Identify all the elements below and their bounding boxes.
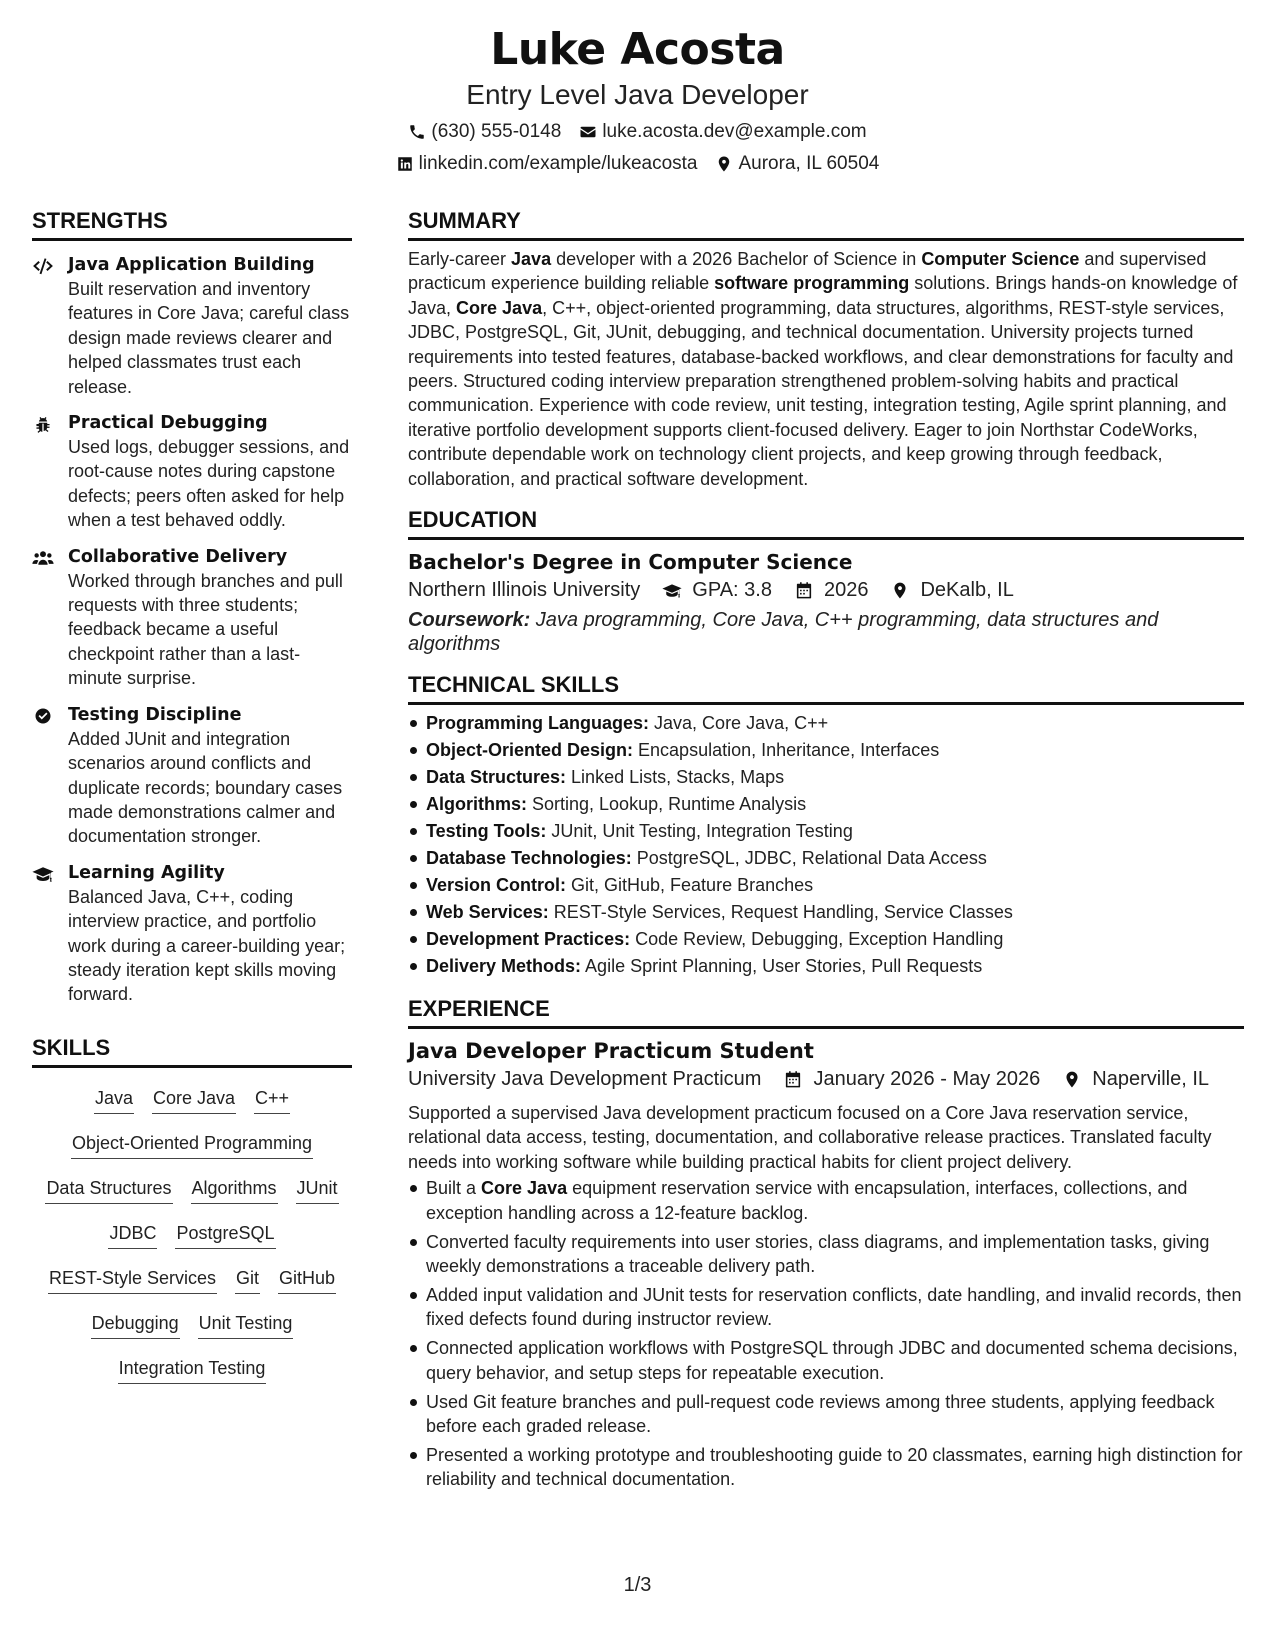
phone-icon <box>408 123 426 141</box>
education-heading: EDUCATION <box>408 505 1244 540</box>
skill-category: Delivery Methods: <box>426 956 582 977</box>
strength-title: Collaborative Delivery <box>68 546 288 567</box>
linkedin-icon <box>396 155 414 173</box>
email-text[interactable]: luke.acosta.dev@example.com <box>602 121 867 142</box>
summary-fragment: , C++, object-oriented programming, data structures, algorithms, REST-style services, JDBC, PostgreSQL, Git, JUnit, debugging, and technical documentation. University projects turned requirements into tested features, database-backed workflows, and clear demonstrations for faculty and peers. Structured coding interview preparation strengthened problem-solving habits and practical communication. Experience with code review, unit testing, integration testing, Agile sprint planning, and iterative portfolio development supports client-focused delivery. Eager to join Northstar CodeWorks, contribute dependable work on technology client projects, and keep growing through feedback, collaboration, and practical software development. <box>408 297 1234 489</box>
strength-title: Testing Discipline <box>68 704 242 725</box>
technical-skill-item <box>408 711 1244 735</box>
technical-skill-item <box>408 846 1244 870</box>
map-marker-icon <box>715 155 733 173</box>
technical-skill-item <box>408 954 1244 978</box>
bullet-text: Added input validation and JUnit tests for reservation conflicts, date handling, and invalid records, then fixed defects found during instructor review. <box>426 1284 1242 1330</box>
summary-text <box>408 247 1244 491</box>
summary-heading: SUMMARY <box>408 206 1244 241</box>
location-contact <box>715 152 879 176</box>
job-title: Java Developer Practicum Student <box>408 1039 814 1064</box>
education-meta <box>408 576 1244 604</box>
job-meta <box>408 1065 1244 1093</box>
strength-description: Worked through branches and pull requests with three students; feedback became a useful checkpoint rather than a last-minute surprise. <box>68 570 343 689</box>
bullet-text: Built a <box>426 1178 482 1199</box>
skill-category: Version Control: <box>426 875 567 896</box>
strength-item <box>32 411 352 533</box>
degree-title: Bachelor's Degree in Computer Science <box>408 550 853 575</box>
bullet-text: Used Git feature branches and pull-request code reviews among three students, applying feedback before each graded release. <box>426 1391 1215 1436</box>
contact-line-1 <box>0 120 1275 144</box>
skill-category: Testing Tools: <box>426 821 547 842</box>
gpa-text: GPA: 3.8 <box>692 579 772 602</box>
skill-category: Web Services: <box>426 902 549 923</box>
skill-category: Database Technologies: <box>426 848 632 869</box>
skill-values: Git, GitHub, Feature Branches <box>566 875 814 896</box>
phone-contact <box>408 120 561 144</box>
job-organization: University Java Development Practicum <box>408 1068 762 1091</box>
summary-keyword: Java <box>511 249 552 269</box>
skill-category: Object-Oriented Design: <box>426 740 634 761</box>
experience-bullet <box>408 1390 1244 1439</box>
skill-values: Encapsulation, Inheritance, Interfaces <box>633 740 940 761</box>
candidate-name: Luke Acosta <box>490 24 785 75</box>
skill-tag: Object-Oriented Programming <box>71 1131 313 1159</box>
envelope-icon <box>579 123 597 141</box>
strength-title: Practical Debugging <box>68 413 268 434</box>
check-circle-icon <box>32 707 54 725</box>
summary-fragment: solutions. Brings hands-on knowledge of Java, <box>408 273 1238 318</box>
experience-bullet <box>408 1176 1244 1225</box>
experience-bullets <box>408 1176 1244 1491</box>
map-marker-icon <box>890 581 910 600</box>
strength-title: Java Application Building <box>68 255 315 275</box>
technical-skill-item <box>408 873 1244 897</box>
graduation-cap-icon <box>32 865 54 883</box>
skill-row <box>32 1356 352 1401</box>
job-dates: January 2026 - May 2026 <box>813 1068 1041 1091</box>
skill-tag: Debugging <box>91 1311 180 1339</box>
skill-row <box>32 1086 352 1131</box>
technical-skill-item <box>408 900 1244 924</box>
skill-tag: Algorithms <box>191 1176 278 1204</box>
skill-category: Development Practices: <box>426 929 631 950</box>
graduation-cap-icon <box>662 581 682 600</box>
skill-row <box>32 1176 352 1221</box>
skill-values: JUnit, Unit Testing, Integration Testing <box>546 821 853 842</box>
bullet-text: equipment reservation service with encapsulation, interfaces, collections, and exception handling across a 12-feature backlog. <box>426 1178 1188 1223</box>
experience-bullet <box>408 1283 1244 1332</box>
school-name: Northern Illinois University <box>408 579 641 602</box>
location-text: Aurora, IL 60504 <box>738 153 880 174</box>
left-column <box>32 206 352 1401</box>
skill-tag: JDBC <box>108 1221 157 1249</box>
skill-values: Agile Sprint Planning, User Stories, Pull Requests <box>581 956 983 977</box>
skill-tag: GitHub <box>278 1266 336 1294</box>
skill-tag: Java <box>94 1086 134 1114</box>
linkedin-contact[interactable] <box>396 152 698 176</box>
skill-values: Code Review, Debugging, Exception Handling <box>630 929 1004 950</box>
technical-skill-item <box>408 927 1244 951</box>
bug-icon <box>32 415 54 433</box>
summary-fragment: Early-career <box>408 249 512 269</box>
skill-values: REST-Style Services, Request Handling, Service Classes <box>548 902 1013 923</box>
school-location: DeKalb, IL <box>920 579 1014 602</box>
technical-skills-heading: TECHNICAL SKILLS <box>408 670 1244 705</box>
technical-skill-item <box>408 819 1244 843</box>
skill-category: Data Structures: <box>426 767 567 788</box>
page-number: 1/3 <box>623 1574 652 1596</box>
summary-fragment: and supervised practicum experience building reliable <box>408 249 1207 294</box>
job-location: Naperville, IL <box>1092 1068 1209 1091</box>
skill-tag: JUnit <box>296 1176 339 1204</box>
calendar-icon <box>794 581 814 600</box>
candidate-title: Entry Level Java Developer <box>466 79 809 110</box>
skill-tag: Data Structures <box>45 1176 172 1204</box>
skills-list <box>32 1086 352 1401</box>
skill-row <box>32 1266 352 1311</box>
strength-description: Used logs, debugger sessions, and root-cause notes during capstone defects; peers often asked for help when a test behaved oddly. <box>68 437 350 531</box>
experience-heading: EXPERIENCE <box>408 994 1244 1029</box>
graduation-year: 2026 <box>823 579 869 602</box>
skill-tag: Unit Testing <box>198 1311 294 1339</box>
experience-bullet <box>408 1336 1244 1385</box>
coursework <box>408 608 1244 656</box>
summary-fragment: developer with a 2026 Bachelor of Science in <box>551 249 922 269</box>
bullet-text: Connected application workflows with PostgreSQL through JDBC and documented schema decisions, query behavior, and setup steps for repeatable execution. <box>426 1338 1238 1383</box>
skill-tag: REST-Style Services <box>48 1266 217 1294</box>
summary-keyword: Core Java <box>456 297 543 318</box>
strength-description: Added JUnit and integration scenarios around conflicts and duplicate records; boundary cases made demonstrations calmer and documentation stronger. <box>68 728 343 847</box>
technical-skill-item <box>408 765 1244 789</box>
experience-bullet <box>408 1230 1244 1279</box>
technical-skill-item <box>408 792 1244 816</box>
skills-heading: SKILLS <box>32 1033 352 1068</box>
skill-values: Linked Lists, Stacks, Maps <box>566 767 785 788</box>
summary-keyword: software programming <box>714 273 910 294</box>
phone-text: (630) 555-0148 <box>431 121 562 142</box>
skill-tag: PostgreSQL <box>175 1221 275 1249</box>
strength-item <box>32 861 352 1007</box>
skill-values: Sorting, Lookup, Runtime Analysis <box>527 794 807 815</box>
summary-keyword: Computer Science <box>921 249 1080 269</box>
linkedin-text[interactable]: linkedin.com/example/lukeacosta <box>418 153 698 174</box>
bullet-text: Converted faculty requirements into user stories, class diagrams, and implementation tasks, giving weekly demonstrations a traceable delivery path. <box>426 1231 1210 1276</box>
contact-line-2 <box>0 152 1275 176</box>
email-contact[interactable] <box>579 120 866 144</box>
code-icon <box>32 257 54 275</box>
strength-item <box>32 545 352 691</box>
skill-tag: Git <box>235 1266 260 1294</box>
resume-header <box>0 22 1275 176</box>
strength-item <box>32 253 352 399</box>
map-marker-icon <box>1062 1070 1082 1089</box>
skill-category: Algorithms: <box>426 794 527 815</box>
bullet-keyword: Core Java <box>481 1178 568 1199</box>
strength-item <box>32 703 352 849</box>
coursework-text: Java programming, Core Java, C++ programming, data structures and algorithms <box>408 609 1159 656</box>
technical-skill-item <box>408 738 1244 762</box>
coursework-label: Coursework: <box>408 609 531 632</box>
calendar-icon <box>783 1070 803 1089</box>
job-description: Supported a supervised Java development practicum focused on a Core Java reservation service, relational data access, testing, documentation, and collaborative release practices. Translated faculty needs into working software while building practical habits for client project delivery. <box>408 1103 1212 1172</box>
users-icon <box>32 549 54 567</box>
strengths-heading: STRENGTHS <box>32 206 352 241</box>
strength-description: Built reservation and inventory features in Core Java; careful class design made reviews clearer and helped classmates trust each release. <box>68 279 350 397</box>
skill-tag: Core Java <box>152 1086 236 1114</box>
experience-bullet <box>408 1443 1244 1492</box>
bullet-text: Presented a working prototype and troubleshooting guide to 20 classmates, earning high distinction for reliability and technical documentation. <box>426 1444 1243 1490</box>
right-column <box>408 206 1244 1496</box>
technical-skills-list <box>408 711 1244 978</box>
strength-title: Learning Agility <box>68 862 225 883</box>
skill-row <box>32 1131 352 1176</box>
skill-tag: Integration Testing <box>118 1356 267 1384</box>
strength-description: Balanced Java, C++, coding interview practice, and portfolio work during a career-building year; steady iteration kept skills moving forward. <box>68 886 346 1005</box>
skill-category: Programming Languages: <box>426 713 650 734</box>
skill-values: Java, Core Java, C++ <box>649 713 829 734</box>
skill-values: PostgreSQL, JDBC, Relational Data Access <box>631 848 987 869</box>
skill-row <box>32 1311 352 1356</box>
skill-tag: C++ <box>254 1086 290 1114</box>
skill-row <box>32 1221 352 1266</box>
